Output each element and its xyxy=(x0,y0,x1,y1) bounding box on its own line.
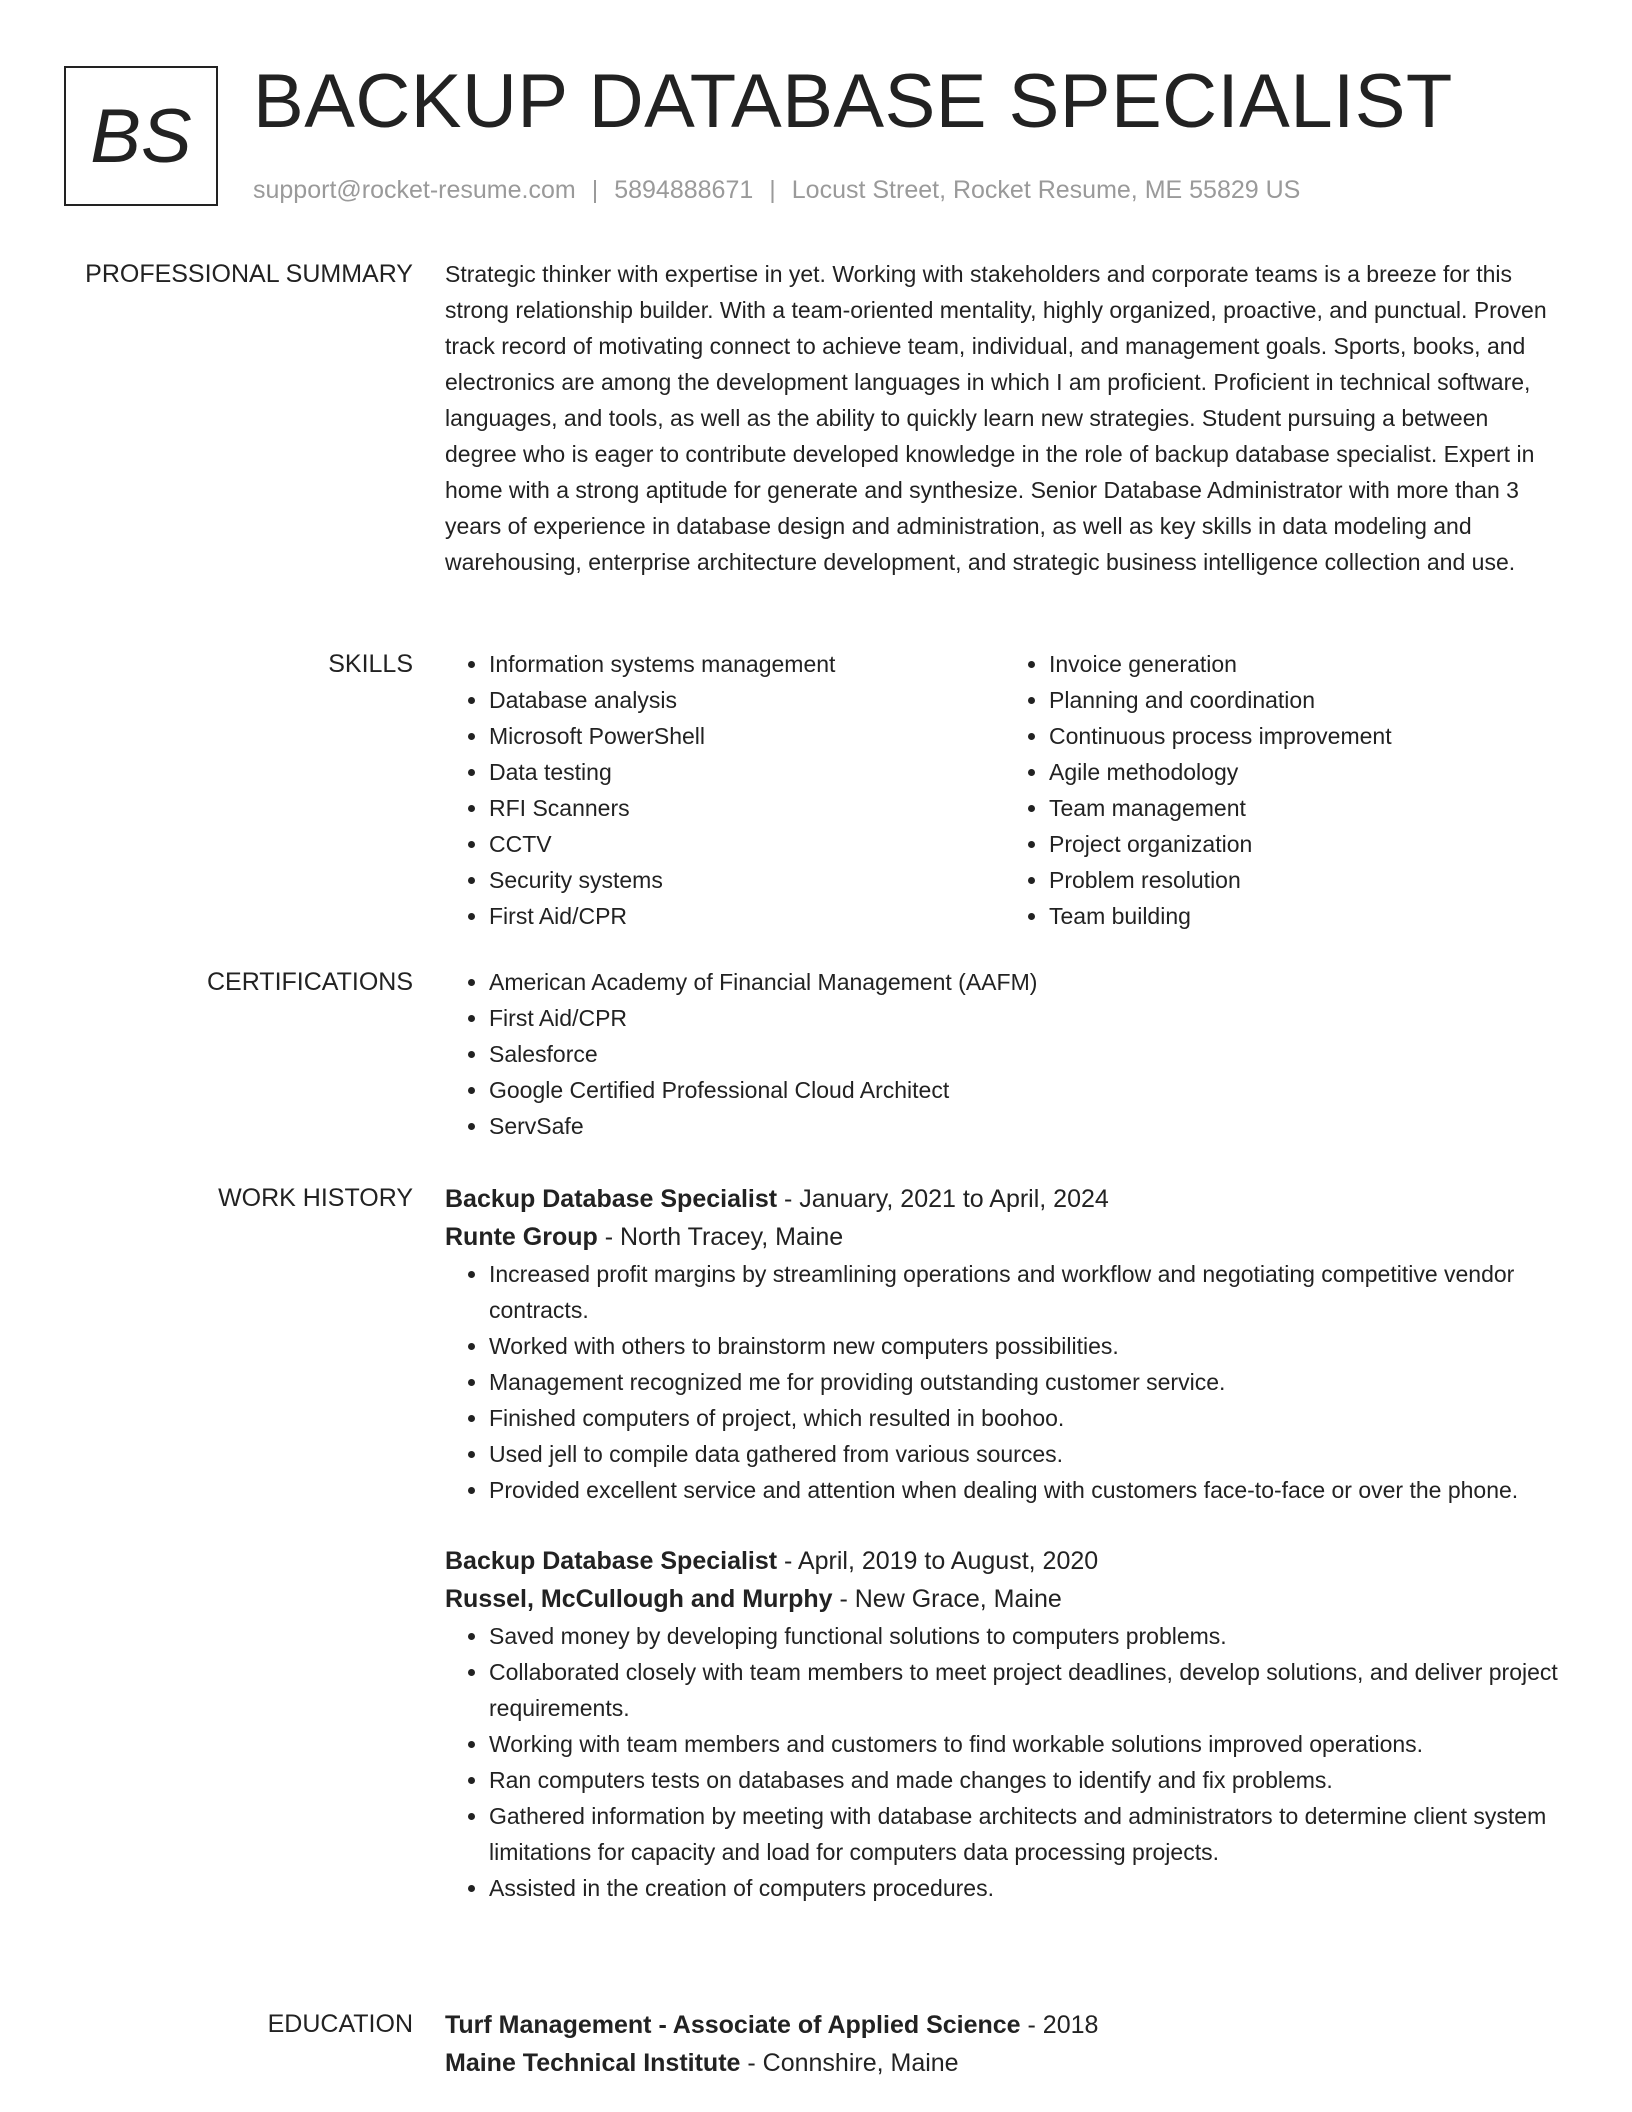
job-title-line xyxy=(445,1180,1565,1218)
skills-list-right xyxy=(1005,646,1565,934)
skill-item: • Microsoft PowerShell xyxy=(489,718,1005,754)
job-company: Russel, McCullough and Murphy xyxy=(445,1585,833,1613)
certification-item: • American Academy of Financial Management (AAFM) xyxy=(489,964,1565,1000)
job-bullets xyxy=(445,1618,1565,1906)
email[interactable]: support@rocket-resume.com xyxy=(253,176,576,204)
job-bullet: • Used jell to compile data gathered from various sources. xyxy=(489,1436,1565,1472)
separator: | xyxy=(769,176,776,204)
skill-item: • Project organization xyxy=(1049,826,1565,862)
job-entry xyxy=(445,1180,1565,1508)
address: Locust Street, Rocket Resume, ME 55829 US xyxy=(791,176,1301,204)
certification-item: • First Aid/CPR xyxy=(489,1000,1565,1036)
skill-item: • First Aid/CPR xyxy=(489,898,1005,934)
certification-item: • Salesforce xyxy=(489,1036,1565,1072)
candidate-name: BACKUP DATABASE SPECIALIST xyxy=(253,59,1453,144)
job-bullet: • Worked with others to brainstorm new computers possibilities. xyxy=(489,1328,1565,1364)
skills-list-left xyxy=(445,646,1005,934)
phone[interactable]: 5894888671 xyxy=(614,176,754,204)
job-entry xyxy=(445,1542,1565,1906)
contact-line xyxy=(253,174,1300,206)
job-bullet: • Provided excellent service and attention when dealing with customers face-to-face or over the phone. xyxy=(489,1472,1565,1508)
job-company-line xyxy=(445,1580,1565,1618)
job-bullet: • Assisted in the creation of computers procedures. xyxy=(489,1870,1565,1906)
skill-item: • Information systems management xyxy=(489,646,1005,682)
job-company-line xyxy=(445,1218,1565,1256)
skill-item: • Security systems xyxy=(489,862,1005,898)
job-bullet: • Increased profit margins by streamlining operations and workflow and negotiating competitive vendor contracts. xyxy=(489,1256,1565,1328)
job-bullet: • Collaborated closely with team members to meet project deadlines, develop solutions, and deliver project requirements. xyxy=(489,1654,1565,1726)
section-title: PROFESSIONAL SUMMARY xyxy=(85,260,413,288)
skill-item: • Agile methodology xyxy=(1049,754,1565,790)
job-bullet: • Management recognized me for providing outstanding customer service. xyxy=(489,1364,1565,1400)
certification-item: • Google Certified Professional Cloud Architect xyxy=(489,1072,1565,1108)
job-bullet: • Ran computers tests on databases and made changes to identify and fix problems. xyxy=(489,1762,1565,1798)
school: Maine Technical Institute xyxy=(445,2049,741,2077)
separator: | xyxy=(591,176,599,204)
skill-item: • Team building xyxy=(1049,898,1565,934)
skill-item: • Team management xyxy=(1049,790,1565,826)
skill-item: • RFI Scanners xyxy=(489,790,1005,826)
job-dates: - January, 2021 to April, 2024 xyxy=(777,1185,1109,1213)
certifications-list xyxy=(445,964,1565,1144)
section-title: WORK HISTORY xyxy=(218,1184,413,1212)
section-title: CERTIFICATIONS xyxy=(206,968,413,996)
job-title-line xyxy=(445,1542,1565,1580)
job-role: Backup Database Specialist xyxy=(445,1185,778,1213)
skill-item: • Invoice generation xyxy=(1049,646,1565,682)
skill-item: • CCTV xyxy=(489,826,1005,862)
job-bullet: • Finished computers of project, which resulted in boohoo. xyxy=(489,1400,1565,1436)
job-dates: - April, 2019 to August, 2020 xyxy=(777,1547,1099,1575)
monogram: BS xyxy=(64,66,218,206)
certification-item: • ServSafe xyxy=(489,1108,1565,1144)
job-bullet: • Gathered information by meeting with database architects and administrators to determine client system limitations for capacity and load for computers data processing projects. xyxy=(489,1798,1565,1870)
graduation-year: - 2018 xyxy=(1020,2011,1099,2039)
job-bullet: • Saved money by developing functional solutions to computers problems. xyxy=(489,1618,1565,1654)
degree: Turf Management - Associate of Applied Science xyxy=(445,2011,1021,2039)
school-line xyxy=(445,2044,1565,2082)
section-title: EDUCATION xyxy=(267,2010,413,2038)
skill-item: • Planning and coordination xyxy=(1049,682,1565,718)
job-bullet: • Working with team members and customers to find workable solutions improved operations. xyxy=(489,1726,1565,1762)
job-role: Backup Database Specialist xyxy=(445,1547,778,1575)
summary-text: Strategic thinker with expertise in yet. Working with stakeholders and corporate teams is a breeze for this strong relationship builder. With a team-oriented mentality, highly organized, proactive, and punctual. Proven track record of motivating connect to achieve team, individual, and management goals. Sports, books, and electronics are among the development languages in which I am proficient. Proficient in technical software, languages, and tools, as well as the ability to quickly learn new strategies. Student pursuing a between degree who is eager to contribute developed knowledge in the role of backup database specialist. Expert in home with a strong aptitude for generate and synthesize. Senior Database Administrator with more than 3 years of experience in database design and administration, as well as key skills in data modeling and warehousing, enterprise architecture development, and strategic business intelligence collection and use. xyxy=(445,261,1547,575)
section-title: SKILLS xyxy=(328,650,413,678)
school-location: - Connshire, Maine xyxy=(740,2049,959,2077)
skill-item: • Continuous process improvement xyxy=(1049,718,1565,754)
job-company: Runte Group xyxy=(445,1223,598,1251)
skill-item: • Database analysis xyxy=(489,682,1005,718)
job-location: - New Grace, Maine xyxy=(832,1585,1062,1613)
skill-item: • Data testing xyxy=(489,754,1005,790)
job-bullets xyxy=(445,1256,1565,1508)
degree-line xyxy=(445,2006,1565,2044)
job-location: - North Tracey, Maine xyxy=(597,1223,844,1251)
skill-item: • Problem resolution xyxy=(1049,862,1565,898)
